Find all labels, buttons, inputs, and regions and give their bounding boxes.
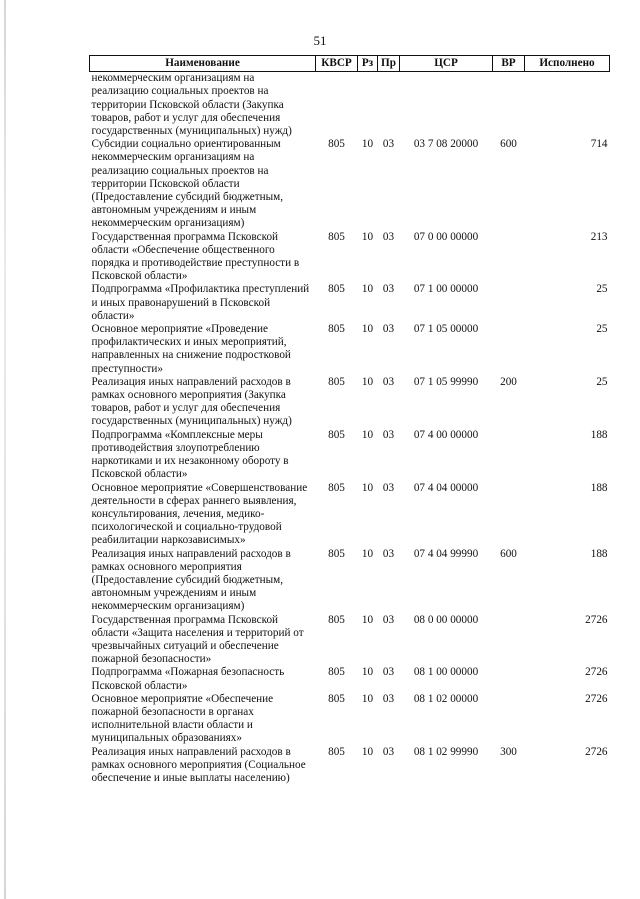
row-csr: 07 4 04 99990 (413, 547, 479, 560)
header-kvsr: КВСР (316, 56, 358, 72)
table-row (90, 231, 610, 284)
row-csr: 08 1 02 00000 (413, 692, 479, 705)
row-csr: 07 0 00 00000 (413, 230, 479, 243)
row-pr: 03 (382, 547, 395, 560)
row-name: Реализация иных направлений расходов в рамках основного мероприятия (Предоставление субсидий бюджетным, автономным учреждениям и иным некоммерческим организациям) (91, 547, 291, 613)
row-rz: 10 (361, 613, 374, 626)
row-vr: 600 (500, 547, 517, 560)
row-pr: 03 (382, 323, 395, 336)
row-sum: 2726 (585, 692, 608, 705)
row-rz: 10 (361, 323, 374, 336)
table-row (90, 376, 610, 429)
row-kvsr: 805 (328, 375, 345, 388)
page-number: 51 (313, 33, 327, 48)
row-sum: 25 (596, 283, 608, 296)
row-vr (493, 429, 525, 482)
row-sum: 188 (590, 428, 608, 441)
row-vr (493, 482, 525, 548)
table-row (90, 138, 610, 230)
row-sum: 2726 (585, 613, 608, 626)
row-name: некоммерческим организациям на реализацию социальных проектов на территории Псковской области (Закупка товаров, работ и услуг для обеспечения государственных (муниципальных) нужд) (91, 72, 292, 138)
row-pr: 03 (382, 666, 395, 679)
table-row (90, 548, 610, 614)
row-csr: 08 1 02 99990 (413, 745, 479, 758)
row-rz: 10 (361, 745, 374, 758)
row-kvsr: 805 (328, 692, 345, 705)
row-kvsr: 805 (328, 283, 345, 296)
row-sum: 213 (590, 230, 608, 243)
row-rz: 10 (361, 666, 374, 679)
row-vr (493, 693, 525, 746)
row-pr: 03 (382, 428, 395, 441)
row-csr: 07 4 00 00000 (413, 428, 479, 441)
row-rz: 10 (361, 283, 374, 296)
row-sum: 714 (590, 138, 608, 151)
row-vr: 600 (500, 138, 517, 151)
row-vr (493, 283, 525, 323)
row-rz: 10 (361, 138, 374, 151)
budget-execution-table (89, 55, 610, 785)
header-pr: Пр (378, 56, 400, 72)
row-name: Основное мероприятие «Совершенствование деятельности в сферах раннего выявления, консультирования, лечения, медико-психологической и социально-трудовой реабилитации наркозависимых» (91, 481, 308, 547)
row-kvsr: 805 (328, 613, 345, 626)
row-pr: 03 (382, 613, 395, 626)
row-kvsr (316, 72, 358, 139)
table-row (90, 72, 610, 139)
row-pr (378, 72, 400, 139)
row-pr: 03 (382, 481, 395, 494)
row-csr: 07 1 05 00000 (413, 323, 479, 336)
row-csr: 03 7 08 20000 (413, 138, 479, 151)
row-vr: 300 (500, 745, 517, 758)
row-rz: 10 (361, 692, 374, 705)
row-csr: 07 1 00 00000 (413, 283, 479, 296)
header-done: Исполнено (525, 56, 610, 72)
row-name: Реализация иных направлений расходов в рамках основного мероприятия (Закупка товаров, работ и услуг для обеспечения государственных (муниципальных) нужд) (91, 375, 292, 428)
row-sum: 25 (596, 375, 608, 388)
table-row (90, 693, 610, 746)
row-csr: 07 1 05 99990 (413, 375, 479, 388)
row-name: Подпрограмма «Комплексные меры противодействия злоупотреблению наркотиками и их незаконному обороту в Псковской области» (91, 428, 289, 481)
row-pr: 03 (382, 138, 395, 151)
row-rz: 10 (361, 230, 374, 243)
row-kvsr: 805 (328, 138, 345, 151)
row-sum (525, 72, 610, 139)
table-row (90, 746, 610, 786)
row-name: Государственная программа Псковской области «Защита населения и территорий от чрезвычайных ситуаций и обеспечение пожарной безопасности» (91, 613, 304, 666)
table-row (90, 429, 610, 482)
row-name: Основное мероприятие «Обеспечение пожарной безопасности в органах исполнительной власти области и муниципальных образованиях» (91, 692, 274, 745)
row-sum: 2726 (585, 745, 608, 758)
row-csr (400, 72, 493, 139)
row-pr: 03 (382, 283, 395, 296)
row-kvsr: 805 (328, 230, 345, 243)
row-vr (493, 614, 525, 667)
row-name: Государственная программа Псковской области «Обеспечение общественного порядка и противодействие преступности в Псковской области» (91, 230, 300, 283)
row-name: Подпрограмма «Профилактика преступлений и иных правонарушений в Псковской области» (91, 283, 310, 322)
table-row (90, 283, 610, 323)
row-kvsr: 805 (328, 428, 345, 441)
row-kvsr: 805 (328, 323, 345, 336)
row-name: Субсидии социально ориентированным некоммерческим организациям на реализацию социальных проектов на территории Псковской области (Предоставление субсидий бюджетным, автономным учреждениям и иным некоммерческим организациям) (91, 138, 284, 230)
header-name: Наименование (90, 56, 316, 72)
row-rz (358, 72, 378, 139)
header-vr: ВР (493, 56, 525, 72)
row-kvsr: 805 (328, 745, 345, 758)
row-vr: 200 (500, 375, 517, 388)
table-row (90, 482, 610, 548)
row-sum: 188 (590, 547, 608, 560)
row-rz: 10 (361, 547, 374, 560)
table-row (90, 666, 610, 692)
header-rz: Рз (358, 56, 378, 72)
row-pr: 03 (382, 375, 395, 388)
row-vr (493, 323, 525, 376)
row-kvsr: 805 (328, 547, 345, 560)
row-rz: 10 (361, 481, 374, 494)
row-csr: 08 0 00 00000 (413, 613, 479, 626)
row-vr (493, 231, 525, 284)
table-header-row (90, 56, 610, 72)
table-row (90, 614, 610, 667)
row-pr: 03 (382, 230, 395, 243)
row-name: Основное мероприятие «Проведение профилактических и иных мероприятий, направленных на снижение подростковой преступности» (91, 323, 291, 375)
row-sum: 25 (596, 323, 608, 336)
row-vr (493, 666, 525, 692)
row-pr: 03 (382, 745, 395, 758)
row-vr (493, 72, 525, 139)
row-rz: 10 (361, 375, 374, 388)
row-pr: 03 (382, 692, 395, 705)
row-kvsr: 805 (328, 481, 345, 494)
row-csr: 08 1 00 00000 (413, 666, 479, 679)
scan-edge (4, 0, 6, 899)
header-csr: ЦСР (400, 56, 493, 72)
row-rz: 10 (361, 428, 374, 441)
row-csr: 07 4 04 00000 (413, 481, 479, 494)
row-kvsr: 805 (328, 666, 345, 679)
row-name: Подпрограмма «Пожарная безопасность Псковской области» (91, 666, 285, 692)
row-sum: 188 (590, 481, 608, 494)
row-name: Реализация иных направлений расходов в рамках основного мероприятия (Социальное обеспечение и иные выплаты населению) (91, 745, 306, 784)
row-sum: 2726 (585, 666, 608, 679)
table-row (90, 323, 610, 376)
